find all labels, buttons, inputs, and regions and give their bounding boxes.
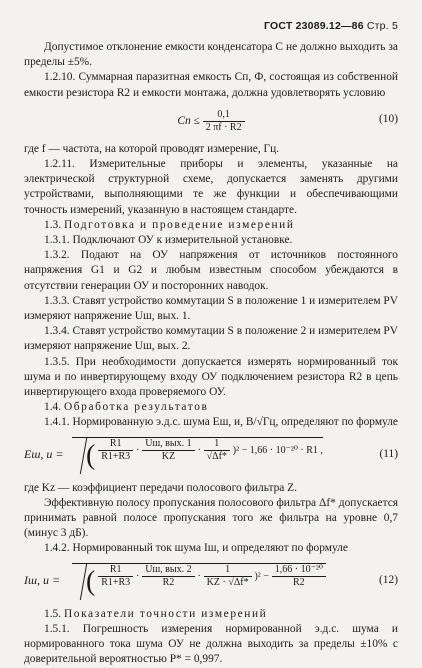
formula-12-term-2-num: Uш, вых. 2 [142, 564, 194, 577]
paragraph-1-3-2: 1.3.2. Подают на ОУ напряжения от источников постоянного напряжения G1 и G2 и любым известным способом убеждаются в отсутствии генерации ОУ и посторонних наводок. [24, 249, 398, 292]
paragraph-1-3-1: 1.3.1. Подключают ОУ к измерительной установке. [44, 234, 293, 247]
formula-11-term-1-den: R1+R3 [101, 450, 131, 462]
formula-12-term-2 [142, 564, 194, 589]
formula-11 [24, 435, 398, 475]
formula-12-body [72, 561, 326, 601]
paragraph-1-4-2: 1.4.2. Нормированный ток шума Iш, и определяют по формуле [44, 542, 348, 555]
formula-12-term-3-num: 1 [204, 564, 252, 577]
section-1-5-heading [24, 607, 398, 622]
section-1-3-heading [24, 218, 398, 233]
paragraph-1-3-5: 1.3.5. При необходимости допускается измерять нормированный ток шума и по инвертирующему входу ОУ подключением резистора R2 в цепь инвертирующего входа проверяемого ОУ. [24, 355, 398, 399]
formula-10-numerator: 0,1 [203, 109, 245, 122]
section-1-5-number: 1.5. [44, 607, 62, 620]
section-1-4-heading [24, 400, 398, 415]
formula-11-term-1-num: R1 [98, 438, 133, 451]
paragraph-1-3-4: 1.3.4. Ставят устройство коммутации S в положение 2 и измерителем PV измеряют напряжение Uш, вых. 2. [24, 325, 398, 353]
section-1-3-number: 1.3. [44, 218, 62, 231]
formula-10-label: (10) [379, 112, 398, 125]
formula-12-tail: )² − [254, 570, 269, 582]
formula-11-term-1 [98, 438, 133, 463]
formula-12-dot-2: · [197, 570, 201, 582]
formula-11-term-2 [142, 438, 194, 463]
page-number: Стр. 5 [366, 20, 398, 32]
paragraph-frequency-note: где f — частота, на которой проводят измерение, Гц. [24, 142, 280, 155]
formula-12-term-4-den: R2 [293, 576, 305, 588]
formula-12-open-paren: ( [86, 565, 96, 597]
section-1-4-number: 1.4. [44, 401, 62, 414]
formula-11-dot-2: · [197, 444, 201, 456]
formula-11-term-2-num: Uш, вых. 1 [142, 438, 194, 451]
paragraph-1-4-1: 1.4.1. Нормированную э.д.с. шума Eш, и, В/√Гц, определяют по формуле [44, 416, 398, 429]
formula-10-fraction [203, 109, 245, 134]
formula-12-dot-1: · [136, 570, 140, 582]
formula-10-lhs: Cп ≤ [177, 114, 200, 127]
paragraph-capacitance-tolerance: Допустимое отклонение емкости конденсатора C не должно выходить за пределы ±5%. [24, 41, 398, 69]
gost-number: ГОСТ 23089.12—86 [263, 20, 364, 32]
formula-12-term-4 [272, 564, 326, 589]
formula-10 [24, 104, 398, 138]
formula-11-tail: )² − 1,66 · 10⁻²⁰ · R1 , [232, 444, 323, 456]
page-header [264, 20, 398, 32]
formula-12-radical [72, 563, 326, 600]
formula-11-label: (11) [379, 447, 398, 460]
formula-11-term-2-den: KZ [161, 450, 176, 462]
formula-11-term-3-den: √Δf* [206, 450, 227, 462]
formula-11-term-3-num: 1 [204, 438, 230, 451]
section-1-5-title: Показатели точности измерений [63, 607, 268, 620]
formula-12-term-1 [98, 564, 133, 589]
section-1-4-title: Обработка результатов [63, 401, 209, 414]
formula-12-term-3 [204, 564, 252, 589]
paragraph-bandwidth: Эффективную полосу пропускания полосового фильтра Δf* допускается принимать равной полосе пропускания того же фильтра на уровне 0,7 (минус 3 дБ). [24, 496, 398, 540]
formula-12 [24, 561, 398, 601]
formula-10-denominator: 2 πf · R2 [205, 121, 242, 133]
paragraph-1-2-10: 1.2.10. Суммарная паразитная емкость Cп, Ф, состоящая из собственной емкости резистора R2 и емкости монтажа, должна удовлетворять условию [24, 71, 398, 99]
formula-11-open-paren: ( [86, 439, 96, 471]
formula-12-label: (12) [379, 573, 398, 586]
paragraph-1-3-3: 1.3.3. Ставят устройство коммутации S в положение 1 и измерителем PV измеряют напряжение Uш, вых. 1. [24, 294, 398, 323]
formula-11-term-3 [204, 438, 230, 463]
formula-12-term-2-den: R2 [162, 576, 175, 588]
formula-11-lhs: Eш, и = [24, 446, 64, 461]
page-content [24, 40, 398, 668]
formula-12-lhs: Iш, и = [24, 572, 61, 587]
formula-12-term-4-num: 1,66 · 10⁻²⁰ [272, 564, 326, 577]
paragraph-1-5-1: 1.5.1. Погрешность измерения нормированной э.д.с. шума и нормированного тока шума ОУ не должна выходить за пределы ±10% с доверительной вероятностью P* = 0,997. [24, 622, 398, 666]
paragraph-kz-note: где Kz — коэффициент передачи полосового фильтра Z. [24, 481, 297, 494]
formula-12-term-3-den: KZ · √Δf* [206, 576, 249, 588]
formula-11-dot-1: · [136, 444, 140, 456]
paragraph-1-2-11: 1.2.11. Измерительные приборы и элементы, указанные на электрической структурной схеме, допускается заменять другими устройствами, выполняющими те же функции и обеспечивающими точность измерений, указанную в настоящем стандарте. [24, 158, 398, 216]
section-1-3-title: Подготовка и проведение измерений [63, 218, 295, 231]
formula-11-body [72, 435, 323, 475]
formula-11-radical [72, 437, 323, 474]
formula-12-term-1-den: R1+R3 [101, 576, 131, 588]
formula-12-term-1-num: R1 [98, 564, 133, 577]
